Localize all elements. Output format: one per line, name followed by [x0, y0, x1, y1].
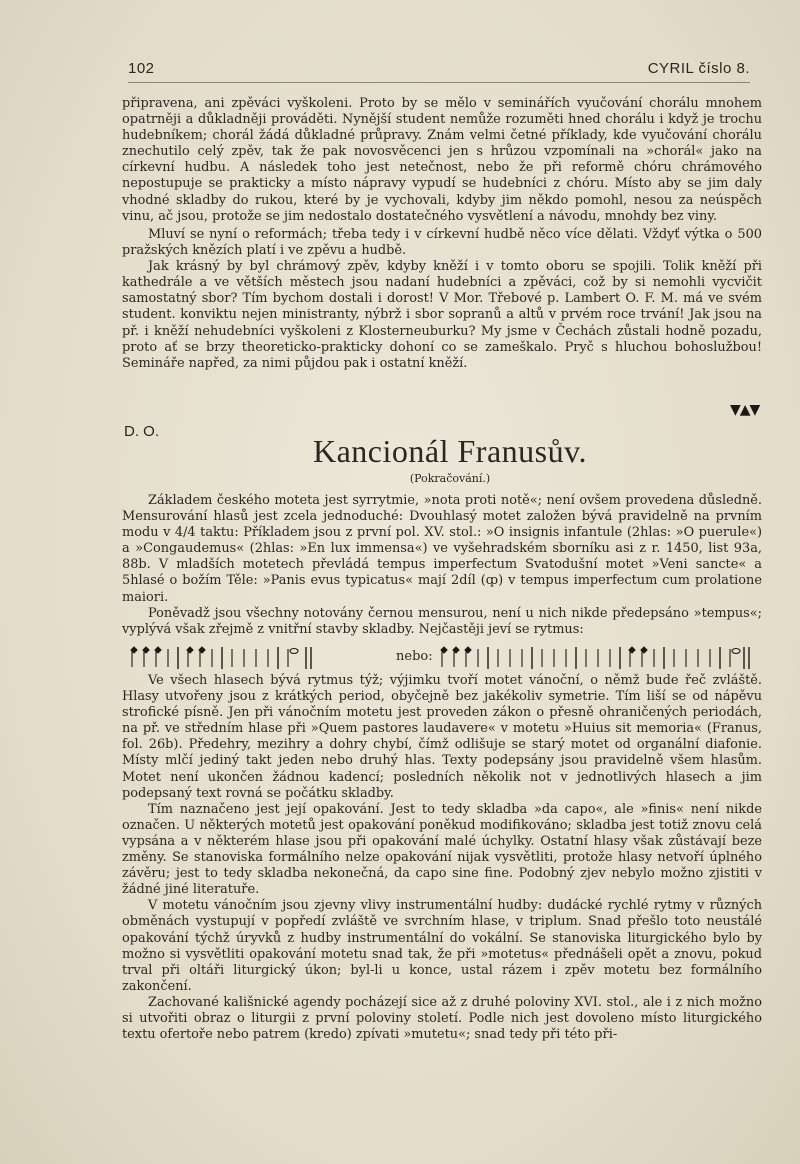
- section-ornament: ▼▲▼: [730, 402, 760, 418]
- previous-article-text-2: [122, 227, 762, 372]
- article-title: Kancionál Franusův.: [312, 433, 588, 469]
- paragraph: Zachované kališnické agendy pocházejí sice až z druhé poloviny XVI. stol., ale i z nich možno si utvořiti obraz o liturgii z první poloviny století. Podle nich jest dovoleno místo liturgického textu ofertoře nebo patrem (kredo) zpívati »mutetu«; snad tedy při této při-: [122, 994, 762, 1043]
- paragraph: Mluví se nyní o reformách; třeba tedy i v církevní hudbě něco více dělati. Vždyť výtka o 500 pražských knězích platí i ve zpěvu a hudbě.: [122, 227, 762, 259]
- rhythm-example-2-icon: [438, 645, 768, 669]
- running-title: CYRIL číslo 8.: [647, 60, 750, 77]
- header-rule: [128, 82, 750, 83]
- paragraph: Ve všech hlasech bývá rytmus týž; výjimku tvoří motet vánoční, o němž bude řeč zvláště. Hlasy utvořeny jsou z krátkých period, obyčejně bez jakékoliv symetrie. Tím liší se od nápěvu strofické písně. Jen při vánočním motetu jest proveden zákon o přesně ohraničených periodách, na př. ve středním hlase při »Quem pastores laudavere« v motetu »Huius sit memoria« (Franus, fol. 26b). Předehry, mezihry a dohry chybí, čímž odlišuje se starý motet od organální diafonie. Místy mlčí jediný takt jeden nebo druhý hlas. Texty podepsány jsou pravidelně všem hlasům. Motet není ukončen žádnou kadencí; posledních několik not v jednotlivých hlasech a jim podepsaný text rovná se počátku skladby.: [122, 673, 762, 801]
- article-subtitle: (Pokračování.): [409, 472, 491, 485]
- rhythm-example-1-icon: [128, 645, 388, 669]
- paragraph: Jak krásný by byl chrámový zpěv, kdyby kněží i v tomto oboru se spojili. Tolik kněží při kathedrále a ve větších městech jsou nadaní hudebníci a zpěváci, což by si nemohli vycvičit samostatný sbor? Tím bychom dostali i dorost! V Mor. Třebové p. Lambert O. F. M. má ve svém student. konviktu nejen ministranty, nýbrž i sbor sopranů a altů v prvém roce trvání! Jak jsou na př. i kněží nehudebníci vyškoleni z Klosterneuburku? My jsme v Čechách zůstali hodně pozadu, proto ať se brzy theoreticko-prakticky dohoní co se zameškalo. Pryč s hluchou bohoslužbou! Semináře napřed, za nimi půjdou pak i ostatní kněží.: [122, 259, 762, 371]
- author-signature: D. O.: [124, 423, 160, 440]
- paragraph: připravena, ani zpěváci vyškoleni. Proto by se mělo v seminářích vyučování chorálu mnohem opatrněji a důkladněji prováděti. Nynější student nemůže rozuměti hned chorálu i když je trochu hudebníkem; chorál žádá důkladné průpravy. Znám velmi četné příklady, kde vyučování chorálu znechutilo celý zpěv, tak že pak novosvěcenci jen s hrůzou vzpomínali na »chorál« jako na církevní hudbu. A následek toho jest netečnost, nebo že při reformě chóru chrámového nepostupuje se prakticky a místo nápravy vypudí se hudebníci z chóru. Místo aby se jim daly vhodné skladby do rukou, které by je vychovali, kdyby jim někdo pomohl, nesou za neúspěch vinu, ač jsou, protože se jim nedostalo dostatečného vysvětlení a návodu, mnohdy bez viny.: [122, 96, 762, 224]
- running-header: [128, 60, 750, 82]
- article-text-1: [122, 493, 762, 638]
- paragraph: V motetu vánočním jsou zjevny vlivy instrumentální hudby: dudácké rychlé rytmy v různých obměnách vystupují v popředí zvláště ve svrchním hlase, v triplum. Snad přešlo toto neustálé opakování týchž úryvků z hudby instrumentální do vokální. Se stanoviska liturgického bylo by možno si vysvětliti opakování motetu snad tak, že při »motetus« přednášeli opět a znovu, pokud trval při oltáři liturgický úkon; byl-li u konce, ustal rázem i zpěv motetu bez formálního zakončení.: [122, 898, 762, 994]
- page-number: 102: [128, 60, 155, 77]
- paragraph: Poněvadž jsou všechny notovány černou mensurou, není u nich nikde předepsáno »tempus«; vyplývá však zřejmě z vnitřní stavby skladby. Nejčastěji jeví se rytmus:: [122, 605, 762, 637]
- rhythm-notation: [120, 645, 770, 669]
- paragraph: Základem českého moteta jest syrrytmie, »nota proti notě«; není ovšem provedena důsledně. Mensurování hlasů jest zcela jednoduché: Dvouhlasý motet založen bývá pravidelně na prvním modu v 4/4 taktu: Příkladem jsou z první pol. XV. stol.: »O insignis infantule (2hlas: »O puerule«) a »Congaudemus« (2hlas: »En lux immensa«) ve vyšehradském sborníku asi z r. 1450, list 93a, 88b. V mladších motetech převládá tempus imperfectum Svatodušní motet »Veni sancte« a 5hlasé o božím Těle: »Panis evus typicatus« mají 2díl (ȹ) v tempus imperfectum cum prolatione maiori.: [122, 493, 762, 605]
- paragraph: Tím naznačeno jest její opakování. Jest to tedy skladba »da capo«, ale »finis« není nikde označen. U některých motetů jest opakování poněkud modifikováno; skladba jest totiž znovu celá vypsána a v některém hlase jsou při opakování malé úchylky. Ostatní hlasy však zůstávají beze změny. Se stanoviska formálního nelze opakování nijak vysvětliti, protože hlasy netvoří úplného závěru; jest to tedy skladba nekonečná, da capo sine fine. Podobný zjev nebylo možno zjistiti v žádné jiné literatuře.: [122, 801, 762, 898]
- previous-article-text: [122, 96, 762, 225]
- music-connector-label: nebo:: [396, 649, 433, 664]
- article-text-2: [122, 673, 762, 1043]
